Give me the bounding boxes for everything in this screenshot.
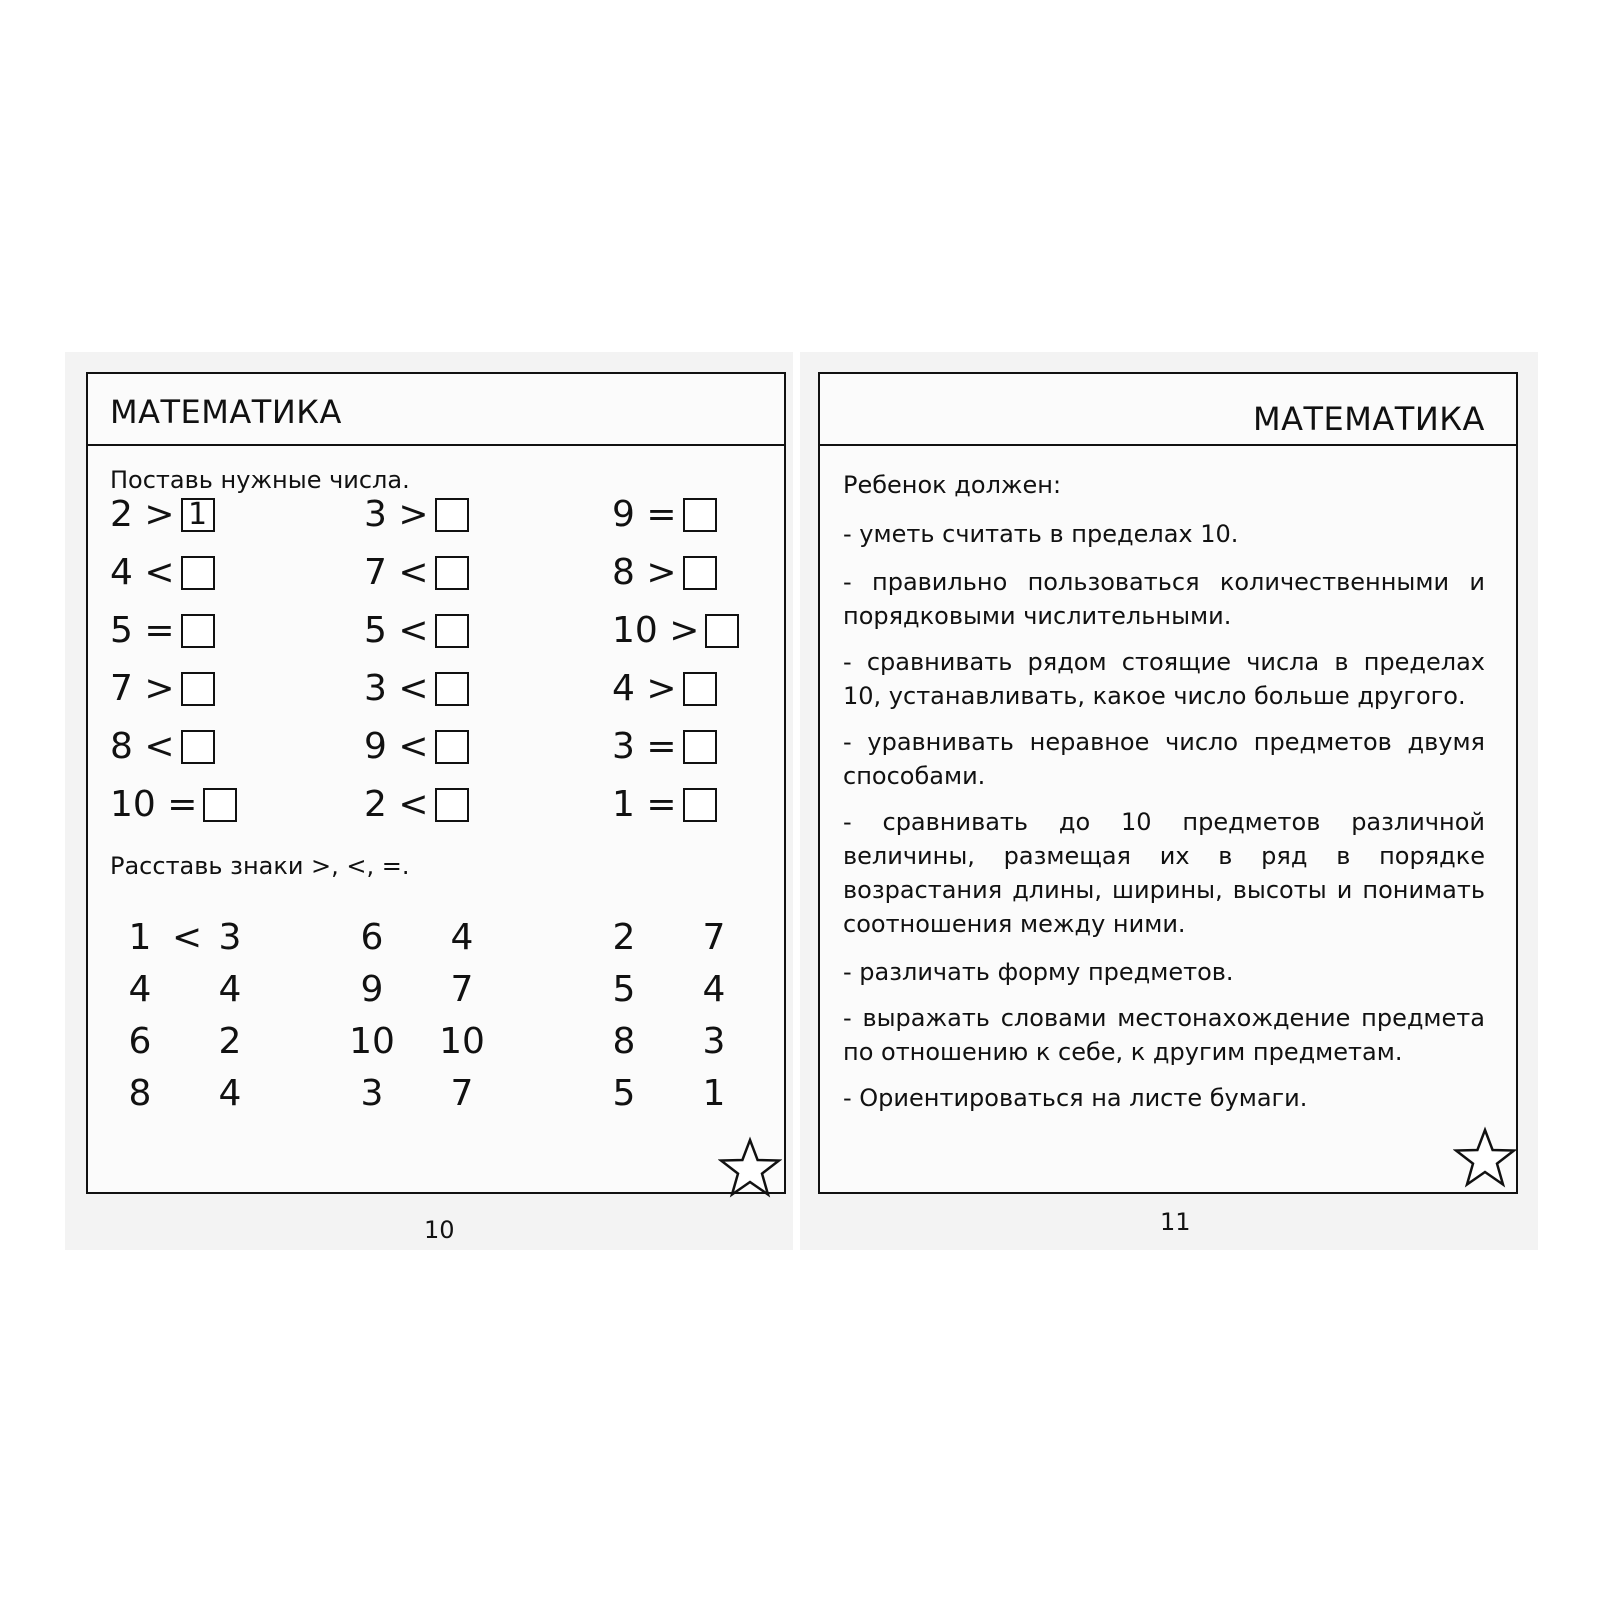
answer-box[interactable] [705,614,739,648]
pair-sign[interactable] [404,1022,430,1062]
answer-box[interactable] [203,788,237,822]
pair-right-number: 7 [450,969,474,1010]
pair-right-number: 4 [702,969,726,1010]
right-page-number: 11 [1160,1208,1191,1236]
sign-pair-row [108,1022,262,1062]
pair-right-number: 4 [218,1073,242,1114]
answer-box[interactable] [435,730,469,764]
pair-left-number: 2 [612,917,636,958]
comparison-row [612,726,717,767]
pair-right-number: 3 [218,917,242,958]
requirement-item-2: - правильно пользоваться количественными и порядковыми числительными. [843,568,1485,630]
answer-box[interactable] [435,672,469,706]
requirement-item-5: - сравнивать до 10 предметов различной величины, размещая их в ряд в порядке возрастания длины, ширины, высоты и понимать соотношения между ними. [843,808,1485,938]
pair-sign[interactable] [172,1022,198,1062]
comparison-row [364,610,469,651]
pair-left-number: 9 [360,969,384,1010]
comparison-row [110,668,215,709]
comparison-expression: 4 > [612,668,677,709]
pair-right-number: 7 [450,1073,474,1114]
comparison-row [364,726,469,767]
sign-pair-row [108,970,262,1010]
comparison-expression: 10 > [612,610,700,651]
comparison-row [364,784,469,825]
pair-right-number: 2 [218,1021,242,1062]
answer-box[interactable] [435,788,469,822]
comparison-expression: 5 < [364,610,429,651]
comparison-expression: 10 = [110,784,198,825]
left-page-frame [86,372,786,1194]
sign-pair-row [592,970,746,1010]
requirement-item-6: - различать форму предметов. [843,958,1234,986]
comparison-expression: 9 < [364,726,429,767]
comparison-expression: 3 < [364,668,429,709]
requirement-item-3: - сравнивать рядом стоящие числа в пределах 10, устанавливать, какое число больше другого. [843,648,1485,710]
comparison-expression: 7 < [364,552,429,593]
instruction-fill-numbers: Поставь нужные числа. [110,466,410,494]
pair-right-number: 4 [218,969,242,1010]
comparison-expression: 3 > [364,494,429,535]
requirement-item-7: - выражать словами местонахождение предмета по отношению к себе, к другим предметам. [843,1004,1485,1066]
pair-left-number: 8 [612,1021,636,1062]
requirement-item-1: - уметь считать в пределах 10. [843,520,1239,548]
answer-box[interactable] [181,614,215,648]
comparison-row [612,610,739,651]
pair-right-number: 3 [702,1021,726,1062]
sign-pair-row [108,1074,262,1114]
comparison-expression: 8 < [110,726,175,767]
comparison-row [110,552,215,593]
comparison-expression: 9 = [612,494,677,535]
comparison-row [110,784,237,825]
pair-sign[interactable] [656,970,682,1010]
pair-left-number: 6 [360,917,384,958]
requirement-item-8: - Ориентироваться на листе бумаги. [843,1084,1308,1112]
pair-sign[interactable] [656,918,682,958]
pair-sign[interactable] [404,918,430,958]
comparison-row [364,494,469,535]
pair-left-number: 5 [612,1073,636,1114]
comparison-expression: 3 = [612,726,677,767]
pair-right-number: 10 [439,1021,485,1062]
answer-box[interactable] [683,498,717,532]
comparison-expression: 8 > [612,552,677,593]
pair-left-number: 6 [128,1021,152,1062]
right-page-title: МАТЕМАТИКА [1253,400,1485,438]
comparison-row [110,726,215,767]
pair-left-number: 8 [128,1073,152,1114]
comparison-row [364,552,469,593]
answer-box[interactable] [435,614,469,648]
comparison-row [612,784,717,825]
pair-sign[interactable] [656,1022,682,1062]
pair-sign[interactable] [172,1074,198,1114]
sign-pair-row [340,1074,494,1114]
sign-pair-row [592,1074,746,1114]
pair-left-number: 5 [612,969,636,1010]
comparison-row [110,494,215,535]
requirements-intro: Ребенок должен: [843,471,1062,499]
pair-sign[interactable] [172,970,198,1010]
sign-pair-row [340,970,494,1010]
answer-box[interactable] [181,556,215,590]
answer-box[interactable] [435,556,469,590]
pair-right-number: 4 [450,917,474,958]
comparison-row [364,668,469,709]
instruction-place-signs: Расставь знаки >, <, =. [110,852,410,880]
answer-box[interactable]: 1 [181,498,215,532]
comparison-expression: 2 < [364,784,429,825]
pair-left-number: 1 [128,917,152,958]
sign-pair-row [108,918,262,958]
pair-left-number: 3 [360,1073,384,1114]
left-page-title: МАТЕМАТИКА [110,393,342,431]
answer-box[interactable] [435,498,469,532]
comparison-row [612,668,717,709]
pair-right-number: 7 [702,917,726,958]
comparison-expression: 4 < [110,552,175,593]
sign-pair-row [592,918,746,958]
star-outline-icon [1453,1126,1517,1190]
pair-left-number: 4 [128,969,152,1010]
comparison-expression: 5 = [110,610,175,651]
pair-sign[interactable] [656,1074,682,1114]
comparison-expression: 1 = [612,784,677,825]
sign-pair-row [592,1022,746,1062]
comparison-expression: 2 > [110,494,175,535]
answer-box[interactable] [181,672,215,706]
sign-pair-row [340,1022,494,1062]
pair-sign[interactable] [404,970,430,1010]
answer-box[interactable] [683,730,717,764]
requirement-item-4: - уравнивать неравное число предметов двумя способами. [843,728,1485,790]
answer-box[interactable] [683,788,717,822]
pair-right-number: 1 [702,1073,726,1114]
star-outline-icon [718,1136,782,1200]
answer-box[interactable] [683,556,717,590]
sign-pair-row [340,918,494,958]
left-page-number: 10 [424,1216,455,1244]
comparison-row [612,552,717,593]
comparison-expression: 7 > [110,668,175,709]
comparison-row [110,610,215,651]
answer-box[interactable] [683,672,717,706]
pair-left-number: 10 [349,1021,395,1062]
pair-sign[interactable]: < [172,917,203,958]
comparison-row [612,494,717,535]
pair-sign[interactable] [404,1074,430,1114]
answer-box[interactable] [181,730,215,764]
